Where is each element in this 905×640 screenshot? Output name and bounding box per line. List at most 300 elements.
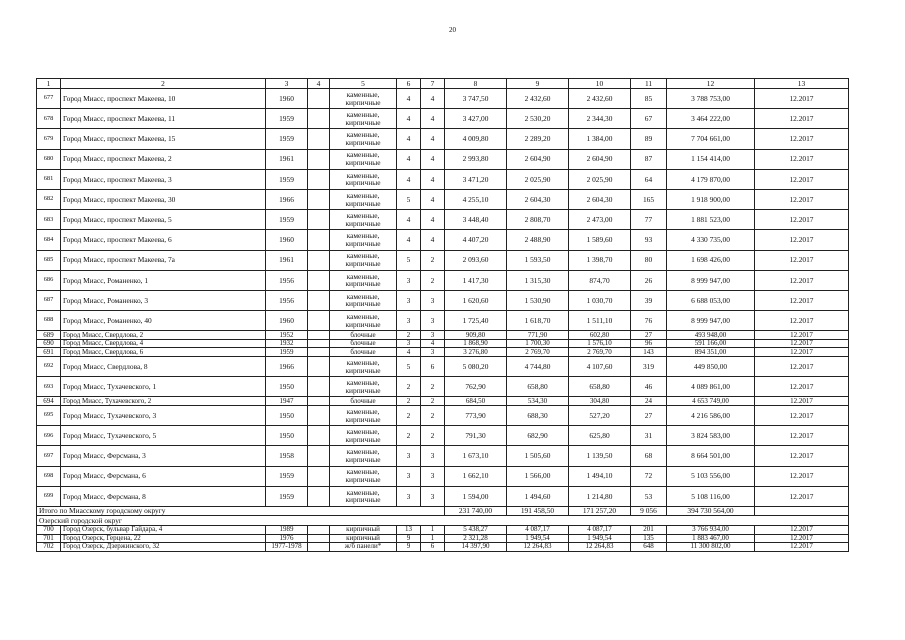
apartments-area-cell: 2 025,90 bbox=[569, 169, 631, 189]
repair-date-cell: 12.2017 bbox=[755, 109, 849, 129]
build-year-cell: 1950 bbox=[266, 406, 308, 426]
residents-cell: 165 bbox=[631, 189, 667, 209]
row-number-cell: 695 bbox=[37, 406, 61, 426]
row-number-cell: 679 bbox=[37, 129, 61, 149]
address-cell: Город Миасс, проспект Макеева, 3 bbox=[61, 169, 266, 189]
row-number-cell: 687 bbox=[37, 290, 61, 310]
repair-cost-cell: 493 948,00 bbox=[667, 331, 755, 340]
column-number-cell: 6 bbox=[397, 79, 421, 89]
build-year-cell: 1959 bbox=[266, 466, 308, 486]
apartments-area-cell: 2 473,00 bbox=[569, 210, 631, 230]
address-cell: Город Озерск, Дзержинского, 32 bbox=[61, 543, 266, 552]
floors-cell: 3 bbox=[397, 270, 421, 290]
total-area-cell: 762,90 bbox=[445, 377, 507, 397]
residents-cell: 85 bbox=[631, 89, 667, 109]
row-number-cell: 684 bbox=[37, 230, 61, 250]
table-row bbox=[37, 397, 849, 406]
column-number-cell: 4 bbox=[308, 79, 330, 89]
build-year-cell: 1959 bbox=[266, 109, 308, 129]
entrances-cell: 3 bbox=[421, 348, 445, 357]
residents-cell: 648 bbox=[631, 543, 667, 552]
residents-cell: 77 bbox=[631, 210, 667, 230]
living-area-cell: 1 505,60 bbox=[507, 446, 569, 466]
repair-cost-cell: 6 688 053,00 bbox=[667, 290, 755, 310]
entrances-cell: 4 bbox=[421, 210, 445, 230]
row-number-cell: 685 bbox=[37, 250, 61, 270]
table-row bbox=[37, 525, 849, 534]
apartments-area-cell: 1 589,60 bbox=[569, 230, 631, 250]
build-year-cell: 1959 bbox=[266, 348, 308, 357]
repair-cost-cell: 5 108 116,00 bbox=[667, 486, 755, 506]
repair-date-cell: 12.2017 bbox=[755, 406, 849, 426]
apartments-area-cell: 304,80 bbox=[569, 397, 631, 406]
apartments-area-cell: 1 030,70 bbox=[569, 290, 631, 310]
address-cell: Город Миасс, Тухачевского, 2 bbox=[61, 397, 266, 406]
entrances-cell: 6 bbox=[421, 543, 445, 552]
entrances-cell: 1 bbox=[421, 534, 445, 543]
repair-date-cell: 12.2017 bbox=[755, 339, 849, 348]
residents-cell: 96 bbox=[631, 339, 667, 348]
residents-cell: 46 bbox=[631, 377, 667, 397]
wall-material-cell: каменные, кирпичные bbox=[330, 406, 397, 426]
total-c11-cell: 9 056 bbox=[631, 506, 667, 516]
apartments-area-cell: 4 107,60 bbox=[569, 357, 631, 377]
repair-date-cell: 12.2017 bbox=[755, 89, 849, 109]
build-year-cell: 1959 bbox=[266, 486, 308, 506]
total-c9-cell: 191 458,50 bbox=[507, 506, 569, 516]
apartments-area-cell: 4 087,17 bbox=[569, 525, 631, 534]
repair-date-cell: 12.2017 bbox=[755, 486, 849, 506]
table-row bbox=[37, 109, 849, 129]
address-cell: Город Миасс, Свердлова, 6 bbox=[61, 348, 266, 357]
floors-cell: 2 bbox=[397, 377, 421, 397]
total-area-cell: 3 747,50 bbox=[445, 89, 507, 109]
entrances-cell: 4 bbox=[421, 169, 445, 189]
entrances-cell: 3 bbox=[421, 290, 445, 310]
col4-cell bbox=[308, 339, 330, 348]
col4-cell bbox=[308, 446, 330, 466]
floors-cell: 4 bbox=[397, 149, 421, 169]
living-area-cell: 658,80 bbox=[507, 377, 569, 397]
col4-cell bbox=[308, 189, 330, 209]
build-year-cell: 1950 bbox=[266, 426, 308, 446]
row-number-cell: 689 bbox=[37, 331, 61, 340]
wall-material-cell: блочные bbox=[330, 339, 397, 348]
address-cell: Город Миасс, проспект Макеева, 5 bbox=[61, 210, 266, 230]
repair-date-cell: 12.2017 bbox=[755, 534, 849, 543]
col4-cell bbox=[308, 426, 330, 446]
wall-material-cell: каменные, кирпичные bbox=[330, 210, 397, 230]
apartments-area-cell: 658,80 bbox=[569, 377, 631, 397]
living-area-cell: 1 593,50 bbox=[507, 250, 569, 270]
address-cell: Город Миасс, проспект Макеева, 15 bbox=[61, 129, 266, 149]
wall-material-cell: кирпичный bbox=[330, 525, 397, 534]
entrances-cell: 2 bbox=[421, 406, 445, 426]
build-year-cell: 1952 bbox=[266, 331, 308, 340]
repair-date-cell: 12.2017 bbox=[755, 149, 849, 169]
table-row bbox=[37, 357, 849, 377]
table-row bbox=[37, 149, 849, 169]
floors-cell: 4 bbox=[397, 89, 421, 109]
total-area-cell: 1 868,90 bbox=[445, 339, 507, 348]
residents-cell: 27 bbox=[631, 406, 667, 426]
floors-cell: 2 bbox=[397, 406, 421, 426]
row-number-cell: 686 bbox=[37, 270, 61, 290]
floors-cell: 4 bbox=[397, 210, 421, 230]
total-area-cell: 1 673,10 bbox=[445, 446, 507, 466]
col4-cell bbox=[308, 543, 330, 552]
repair-cost-cell: 4 653 749,00 bbox=[667, 397, 755, 406]
floors-cell: 4 bbox=[397, 129, 421, 149]
row-number-cell: 698 bbox=[37, 466, 61, 486]
wall-material-cell: каменные, кирпичные bbox=[330, 89, 397, 109]
living-area-cell: 2 432,60 bbox=[507, 89, 569, 109]
residents-cell: 72 bbox=[631, 466, 667, 486]
residents-cell: 87 bbox=[631, 149, 667, 169]
col4-cell bbox=[308, 397, 330, 406]
column-number-cell: 11 bbox=[631, 79, 667, 89]
table-row bbox=[37, 270, 849, 290]
residents-cell: 67 bbox=[631, 109, 667, 129]
floors-cell: 3 bbox=[397, 446, 421, 466]
total-area-cell: 684,50 bbox=[445, 397, 507, 406]
repair-date-cell: 12.2017 bbox=[755, 446, 849, 466]
total-area-cell: 1 725,40 bbox=[445, 311, 507, 331]
wall-material-cell: блочные bbox=[330, 397, 397, 406]
build-year-cell: 1960 bbox=[266, 230, 308, 250]
section-row bbox=[37, 516, 849, 526]
floors-cell: 3 bbox=[397, 486, 421, 506]
address-cell: Город Миасс, Романенко, 3 bbox=[61, 290, 266, 310]
table-row bbox=[37, 426, 849, 446]
col4-cell bbox=[308, 210, 330, 230]
total-area-cell: 1 662,10 bbox=[445, 466, 507, 486]
repair-cost-cell: 11 300 802,00 bbox=[667, 543, 755, 552]
apartments-area-cell: 2 344,30 bbox=[569, 109, 631, 129]
total-c8-cell: 231 740,00 bbox=[445, 506, 507, 516]
repair-cost-cell: 4 216 586,00 bbox=[667, 406, 755, 426]
col4-cell bbox=[308, 331, 330, 340]
column-number-cell: 8 bbox=[445, 79, 507, 89]
total-area-cell: 2 993,80 bbox=[445, 149, 507, 169]
row-number-cell: 702 bbox=[37, 543, 61, 552]
address-cell: Город Миасс, Ферсмана, 6 bbox=[61, 466, 266, 486]
total-area-cell: 909,80 bbox=[445, 331, 507, 340]
build-year-cell: 1960 bbox=[266, 311, 308, 331]
row-number-cell: 691 bbox=[37, 348, 61, 357]
living-area-cell: 2 604,30 bbox=[507, 189, 569, 209]
repair-cost-cell: 3 464 222,00 bbox=[667, 109, 755, 129]
repair-cost-cell: 4 089 861,00 bbox=[667, 377, 755, 397]
repair-date-cell: 12.2017 bbox=[755, 466, 849, 486]
col4-cell bbox=[308, 311, 330, 331]
entrances-cell: 4 bbox=[421, 89, 445, 109]
wall-material-cell: блочные bbox=[330, 348, 397, 357]
entrances-cell: 2 bbox=[421, 377, 445, 397]
row-number-cell: 701 bbox=[37, 534, 61, 543]
total-empty-cell bbox=[755, 506, 849, 516]
living-area-cell: 2 530,20 bbox=[507, 109, 569, 129]
residents-cell: 201 bbox=[631, 525, 667, 534]
address-cell: Город Миасс, проспект Макеева, 2 bbox=[61, 149, 266, 169]
floors-cell: 5 bbox=[397, 250, 421, 270]
living-area-cell: 1 700,30 bbox=[507, 339, 569, 348]
col4-cell bbox=[308, 290, 330, 310]
entrances-cell: 2 bbox=[421, 270, 445, 290]
total-area-cell: 1 594,00 bbox=[445, 486, 507, 506]
row-number-cell: 700 bbox=[37, 525, 61, 534]
column-number-cell: 3 bbox=[266, 79, 308, 89]
repair-cost-cell: 3 766 934,00 bbox=[667, 525, 755, 534]
repair-date-cell: 12.2017 bbox=[755, 250, 849, 270]
floors-cell: 13 bbox=[397, 525, 421, 534]
floors-cell: 2 bbox=[397, 331, 421, 340]
col4-cell bbox=[308, 357, 330, 377]
table-row bbox=[37, 210, 849, 230]
wall-material-cell: кирпичный bbox=[330, 534, 397, 543]
residents-cell: 31 bbox=[631, 426, 667, 446]
address-cell: Город Миасс, Тухачевского, 1 bbox=[61, 377, 266, 397]
residents-cell: 53 bbox=[631, 486, 667, 506]
floors-cell: 4 bbox=[397, 230, 421, 250]
address-cell: Город Миасс, Свердлова, 8 bbox=[61, 357, 266, 377]
repair-cost-cell: 4 330 735,00 bbox=[667, 230, 755, 250]
total-area-cell: 5 438,27 bbox=[445, 525, 507, 534]
wall-material-cell: каменные, кирпичные bbox=[330, 311, 397, 331]
build-year-cell: 1956 bbox=[266, 270, 308, 290]
col4-cell bbox=[308, 377, 330, 397]
table-row bbox=[37, 543, 849, 552]
address-cell: Город Миасс, проспект Макеева, 10 bbox=[61, 89, 266, 109]
repair-date-cell: 12.2017 bbox=[755, 357, 849, 377]
col4-cell bbox=[308, 486, 330, 506]
address-cell: Город Миасс, проспект Макеева, 11 bbox=[61, 109, 266, 129]
entrances-cell: 4 bbox=[421, 149, 445, 169]
column-number-cell: 9 bbox=[507, 79, 569, 89]
wall-material-cell: каменные, кирпичные bbox=[330, 357, 397, 377]
repair-cost-cell: 591 166,00 bbox=[667, 339, 755, 348]
repair-date-cell: 12.2017 bbox=[755, 426, 849, 446]
table-row bbox=[37, 339, 849, 348]
living-area-cell: 1 618,70 bbox=[507, 311, 569, 331]
col4-cell bbox=[308, 89, 330, 109]
table-row bbox=[37, 534, 849, 543]
living-area-cell: 2 289,20 bbox=[507, 129, 569, 149]
row-number-cell: 688 bbox=[37, 311, 61, 331]
total-area-cell: 3 427,00 bbox=[445, 109, 507, 129]
build-year-cell: 1966 bbox=[266, 357, 308, 377]
build-year-cell: 1959 bbox=[266, 169, 308, 189]
repair-date-cell: 12.2017 bbox=[755, 270, 849, 290]
address-cell: Город Миасс, проспект Макеева, 30 bbox=[61, 189, 266, 209]
wall-material-cell: каменные, кирпичные bbox=[330, 270, 397, 290]
wall-material-cell: каменные, кирпичные bbox=[330, 109, 397, 129]
living-area-cell: 2 488,90 bbox=[507, 230, 569, 250]
table-row bbox=[37, 189, 849, 209]
total-area-cell: 2 321,28 bbox=[445, 534, 507, 543]
apartments-area-cell: 1 494,10 bbox=[569, 466, 631, 486]
build-year-cell: 1956 bbox=[266, 290, 308, 310]
entrances-cell: 2 bbox=[421, 250, 445, 270]
floors-cell: 3 bbox=[397, 311, 421, 331]
repair-cost-cell: 4 179 870,00 bbox=[667, 169, 755, 189]
repair-cost-cell: 449 850,00 bbox=[667, 357, 755, 377]
residents-cell: 135 bbox=[631, 534, 667, 543]
residents-cell: 89 bbox=[631, 129, 667, 149]
repair-date-cell: 12.2017 bbox=[755, 169, 849, 189]
build-year-cell: 1950 bbox=[266, 377, 308, 397]
row-number-cell: 693 bbox=[37, 377, 61, 397]
entrances-cell: 4 bbox=[421, 189, 445, 209]
wall-material-cell: каменные, кирпичные bbox=[330, 230, 397, 250]
total-area-cell: 4 009,80 bbox=[445, 129, 507, 149]
apartments-area-cell: 602,80 bbox=[569, 331, 631, 340]
row-number-cell: 697 bbox=[37, 446, 61, 466]
repair-cost-cell: 1 881 523,00 bbox=[667, 210, 755, 230]
row-number-cell: 682 bbox=[37, 189, 61, 209]
column-number-cell: 5 bbox=[330, 79, 397, 89]
col4-cell bbox=[308, 250, 330, 270]
build-year-cell: 1961 bbox=[266, 149, 308, 169]
col4-cell bbox=[308, 466, 330, 486]
col4-cell bbox=[308, 525, 330, 534]
build-year-cell: 1966 bbox=[266, 189, 308, 209]
total-area-cell: 4 407,20 bbox=[445, 230, 507, 250]
total-area-cell: 4 255,10 bbox=[445, 189, 507, 209]
repair-cost-cell: 1 883 467,00 bbox=[667, 534, 755, 543]
total-area-cell: 3 471,20 bbox=[445, 169, 507, 189]
wall-material-cell: каменные, кирпичные bbox=[330, 189, 397, 209]
residents-cell: 76 bbox=[631, 311, 667, 331]
address-cell: Город Миасс, Ферсмана, 3 bbox=[61, 446, 266, 466]
col4-cell bbox=[308, 270, 330, 290]
housing-registry-table bbox=[36, 78, 849, 552]
col4-cell bbox=[308, 230, 330, 250]
wall-material-cell: блочные bbox=[330, 331, 397, 340]
residents-cell: 319 bbox=[631, 357, 667, 377]
repair-cost-cell: 894 351,00 bbox=[667, 348, 755, 357]
entrances-cell: 3 bbox=[421, 446, 445, 466]
address-cell: Город Миасс, Тухачевского, 5 bbox=[61, 426, 266, 446]
repair-date-cell: 12.2017 bbox=[755, 525, 849, 534]
table-row bbox=[37, 446, 849, 466]
residents-cell: 80 bbox=[631, 250, 667, 270]
address-cell: Город Миасс, Свердлова, 2 bbox=[61, 331, 266, 340]
build-year-cell: 1947 bbox=[266, 397, 308, 406]
entrances-cell: 3 bbox=[421, 466, 445, 486]
column-number-cell: 7 bbox=[421, 79, 445, 89]
residents-cell: 24 bbox=[631, 397, 667, 406]
wall-material-cell: каменные, кирпичные bbox=[330, 466, 397, 486]
entrances-cell: 6 bbox=[421, 357, 445, 377]
total-area-cell: 3 276,80 bbox=[445, 348, 507, 357]
section-title: Озерский городской округ bbox=[37, 516, 849, 526]
floors-cell: 5 bbox=[397, 189, 421, 209]
table-row bbox=[37, 377, 849, 397]
floors-cell: 4 bbox=[397, 348, 421, 357]
total-area-cell: 3 448,40 bbox=[445, 210, 507, 230]
living-area-cell: 4 744,80 bbox=[507, 357, 569, 377]
entrances-cell: 2 bbox=[421, 397, 445, 406]
apartments-area-cell: 1 139,50 bbox=[569, 446, 631, 466]
apartments-area-cell: 2 769,70 bbox=[569, 348, 631, 357]
entrances-cell: 4 bbox=[421, 339, 445, 348]
address-cell: Город Озерск, бульвар Гайдара, 4 bbox=[61, 525, 266, 534]
residents-cell: 27 bbox=[631, 331, 667, 340]
entrances-cell: 3 bbox=[421, 331, 445, 340]
row-number-cell: 680 bbox=[37, 149, 61, 169]
row-number-cell: 683 bbox=[37, 210, 61, 230]
total-label: Итого по Миасскому городскому округу bbox=[37, 506, 445, 516]
row-number-cell: 677 bbox=[37, 89, 61, 109]
total-c12-cell: 394 730 564,00 bbox=[667, 506, 755, 516]
apartments-area-cell: 625,80 bbox=[569, 426, 631, 446]
residents-cell: 26 bbox=[631, 270, 667, 290]
floors-cell: 9 bbox=[397, 543, 421, 552]
col4-cell bbox=[308, 169, 330, 189]
repair-date-cell: 12.2017 bbox=[755, 543, 849, 552]
wall-material-cell: каменные, кирпичные bbox=[330, 169, 397, 189]
wall-material-cell: ж/б панели* bbox=[330, 543, 397, 552]
apartments-area-cell: 2 432,60 bbox=[569, 89, 631, 109]
table-row bbox=[37, 250, 849, 270]
living-area-cell: 688,30 bbox=[507, 406, 569, 426]
table-row bbox=[37, 466, 849, 486]
build-year-cell: 1976 bbox=[266, 534, 308, 543]
repair-date-cell: 12.2017 bbox=[755, 230, 849, 250]
address-cell: Город Миасс, проспект Макеева, 7а bbox=[61, 250, 266, 270]
residents-cell: 68 bbox=[631, 446, 667, 466]
row-number-cell: 696 bbox=[37, 426, 61, 446]
apartments-area-cell: 1 511,10 bbox=[569, 311, 631, 331]
repair-date-cell: 12.2017 bbox=[755, 210, 849, 230]
total-area-cell: 14 397,90 bbox=[445, 543, 507, 552]
wall-material-cell: каменные, кирпичные bbox=[330, 250, 397, 270]
wall-material-cell: каменные, кирпичные bbox=[330, 290, 397, 310]
residents-cell: 64 bbox=[631, 169, 667, 189]
apartments-area-cell: 1 384,00 bbox=[569, 129, 631, 149]
apartments-area-cell: 2 604,30 bbox=[569, 189, 631, 209]
apartments-area-cell: 12 264,83 bbox=[569, 543, 631, 552]
living-area-cell: 1 530,90 bbox=[507, 290, 569, 310]
address-cell: Город Миасс, Романенко, 1 bbox=[61, 270, 266, 290]
build-year-cell: 1961 bbox=[266, 250, 308, 270]
repair-cost-cell: 8 999 947,00 bbox=[667, 270, 755, 290]
column-number-cell: 2 bbox=[61, 79, 266, 89]
entrances-cell: 4 bbox=[421, 109, 445, 129]
living-area-cell: 771,90 bbox=[507, 331, 569, 340]
floors-cell: 3 bbox=[397, 339, 421, 348]
living-area-cell: 4 087,17 bbox=[507, 525, 569, 534]
living-area-cell: 2 808,70 bbox=[507, 210, 569, 230]
total-area-cell: 791,30 bbox=[445, 426, 507, 446]
repair-date-cell: 12.2017 bbox=[755, 311, 849, 331]
page-number: 20 bbox=[449, 26, 456, 34]
wall-material-cell: каменные, кирпичные bbox=[330, 129, 397, 149]
entrances-cell: 4 bbox=[421, 129, 445, 149]
apartments-area-cell: 1 949,54 bbox=[569, 534, 631, 543]
repair-cost-cell: 1 698 426,00 bbox=[667, 250, 755, 270]
column-number-header-row bbox=[37, 79, 849, 89]
col4-cell bbox=[308, 348, 330, 357]
total-area-cell: 2 093,60 bbox=[445, 250, 507, 270]
living-area-cell: 1 315,30 bbox=[507, 270, 569, 290]
table-row bbox=[37, 406, 849, 426]
repair-date-cell: 12.2017 bbox=[755, 290, 849, 310]
repair-date-cell: 12.2017 bbox=[755, 397, 849, 406]
apartments-area-cell: 1 576,10 bbox=[569, 339, 631, 348]
table-row bbox=[37, 169, 849, 189]
